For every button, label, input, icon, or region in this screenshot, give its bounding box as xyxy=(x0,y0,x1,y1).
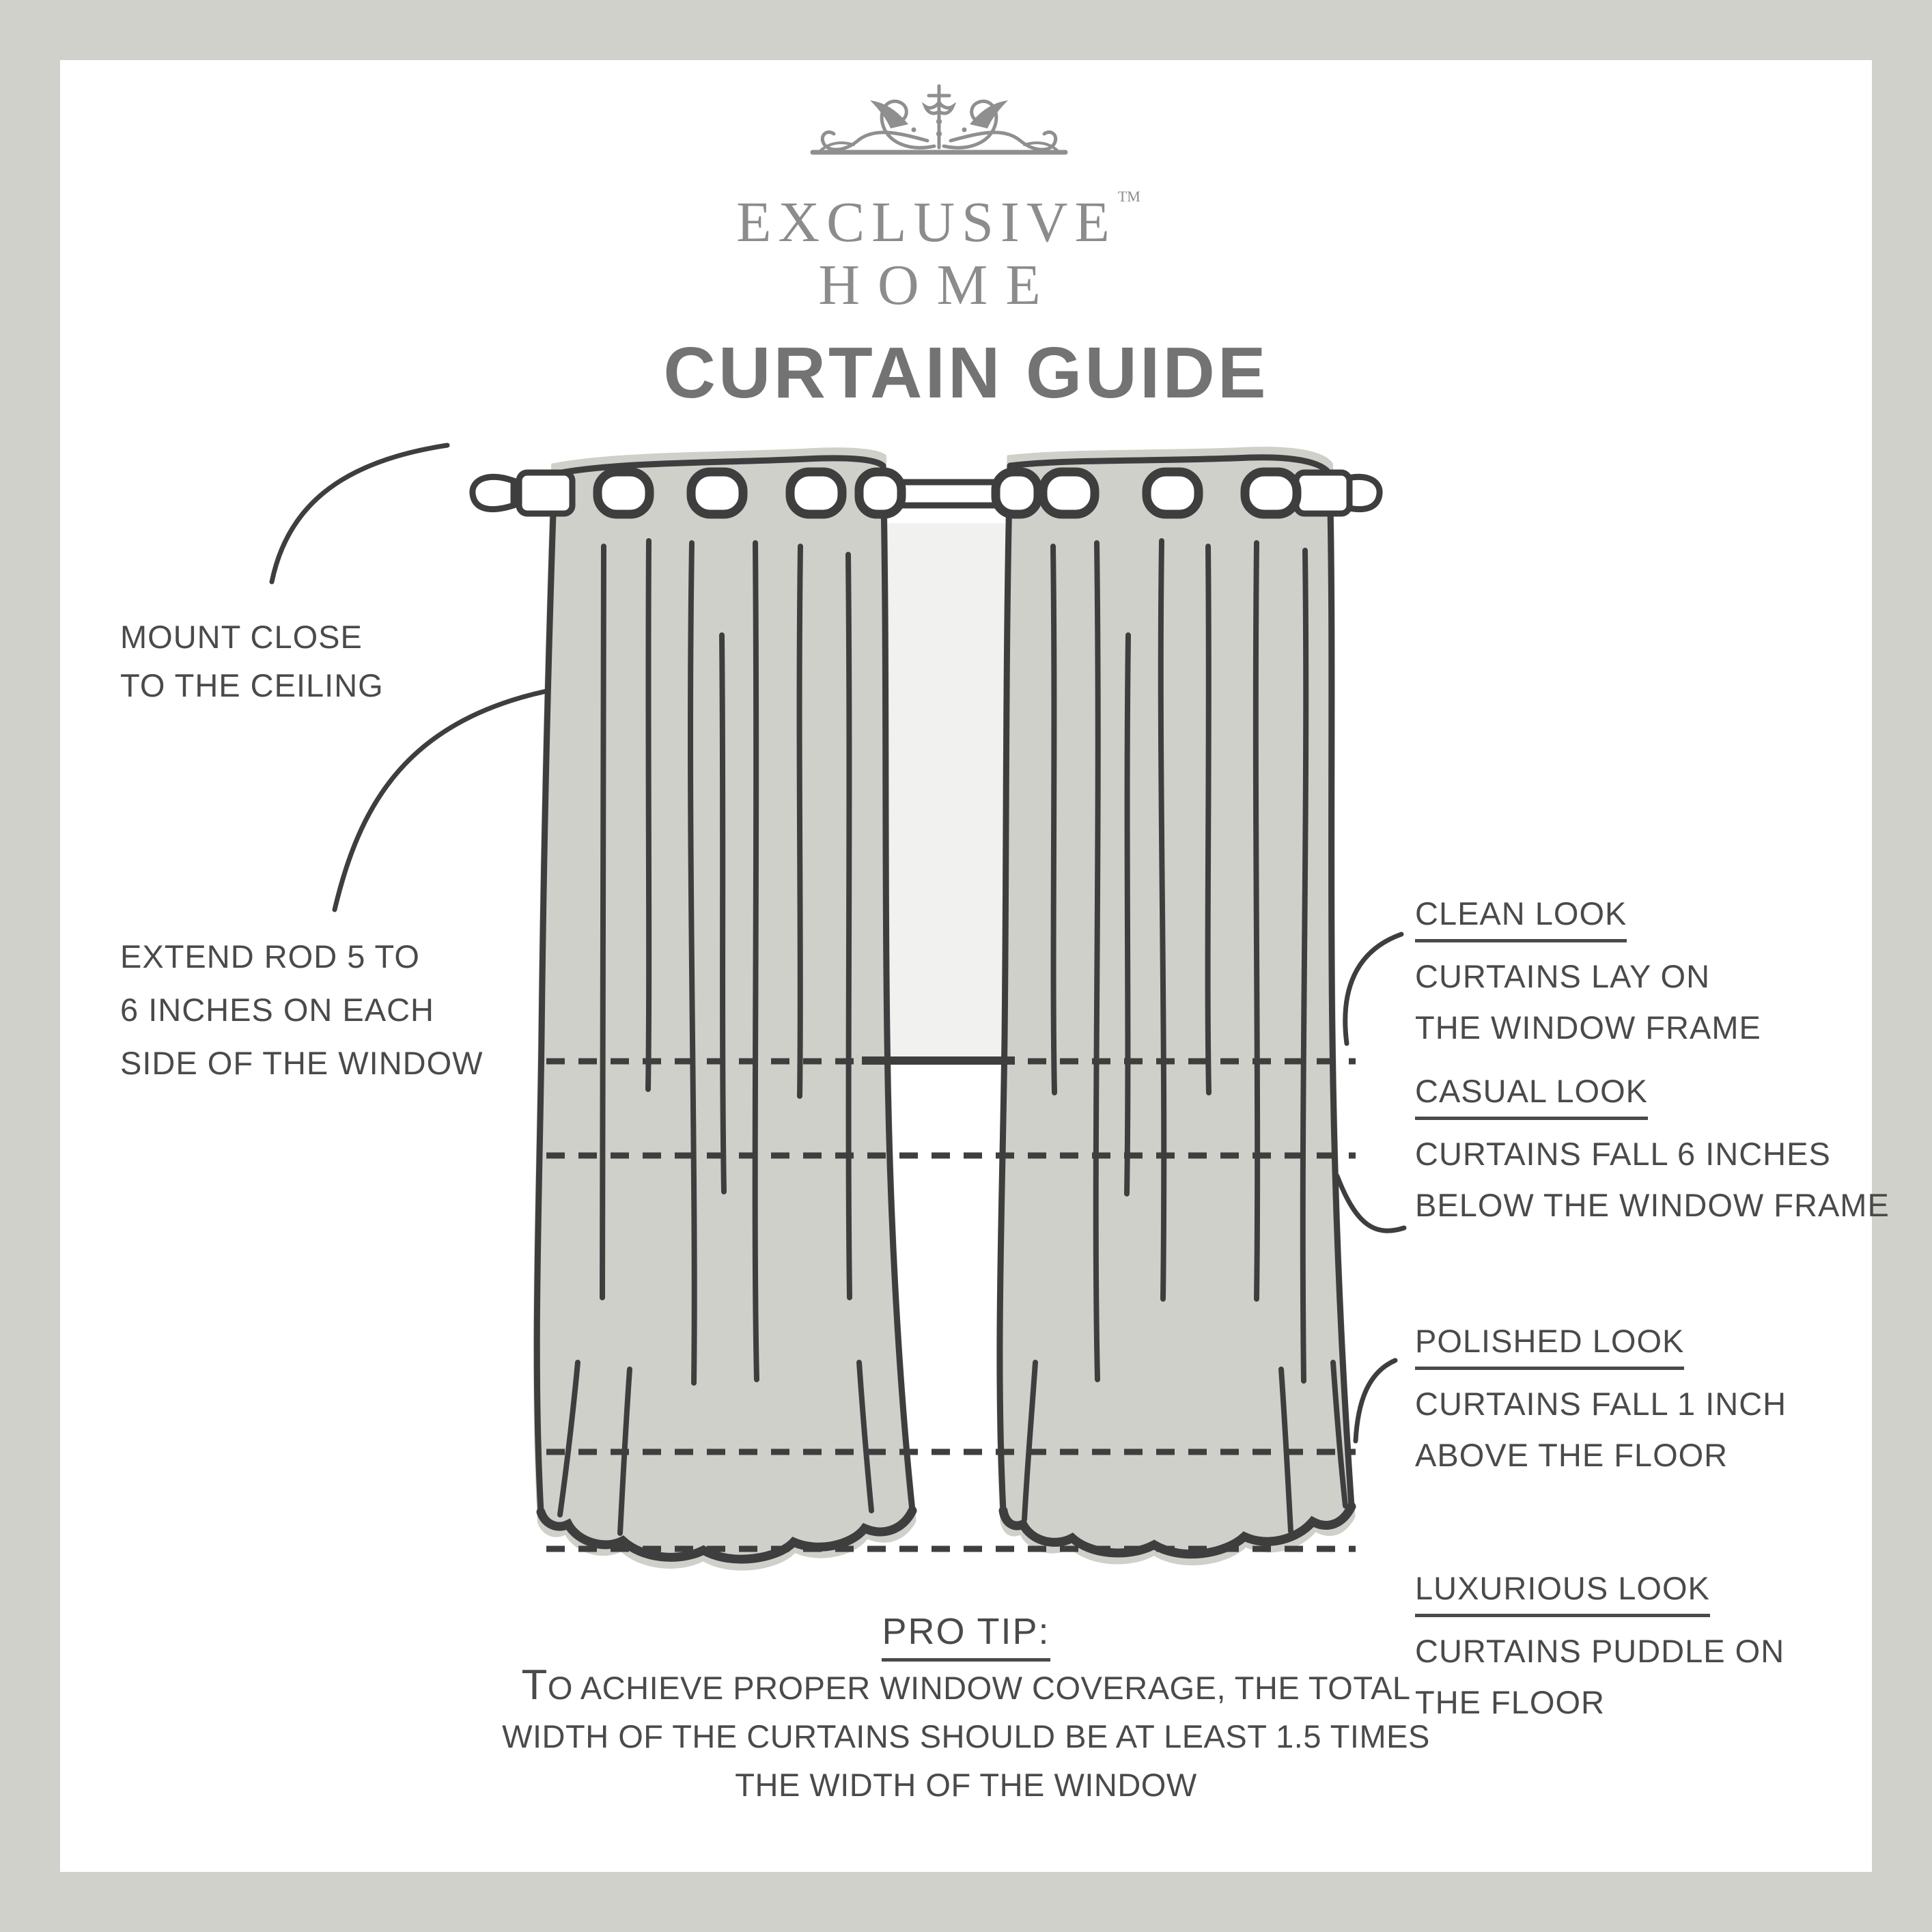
arc-clean-look xyxy=(1345,934,1401,1044)
pro-tip-heading-wrap xyxy=(0,1610,1932,1662)
page-title: CURTAIN GUIDE xyxy=(663,333,1269,413)
look-heading: CASUAL LOOK xyxy=(1415,1072,1648,1120)
annotation-line: ABOVE THE FLOOR xyxy=(1415,1437,1728,1473)
annotation-clean-look xyxy=(1415,888,1761,1053)
annotation-line: MOUNT CLOSE xyxy=(120,619,363,655)
arc-mount-close xyxy=(272,445,447,582)
annotation-line: EXTEND ROD 5 TO xyxy=(120,938,420,975)
annotation-line: THE WINDOW FRAME xyxy=(1415,1009,1761,1046)
brand-name-bottom: HOME xyxy=(818,253,1059,317)
annotation-line: CURTAINS FALL 1 INCH xyxy=(1415,1386,1787,1422)
annotation-casual-look xyxy=(1415,1065,1890,1231)
brand-name-top xyxy=(0,165,1877,254)
annotation-line: TO THE CEILING xyxy=(120,667,384,703)
pro-tip-body xyxy=(0,1661,1932,1809)
arc-extend-rod xyxy=(335,691,546,910)
pro-tip-heading: PRO TIP: xyxy=(882,1610,1050,1662)
annotation-line: CURTAINS FALL 6 INCHES xyxy=(1415,1136,1831,1172)
pro-tip-line: THE WIDTH OF THE WINDOW xyxy=(735,1767,1197,1803)
look-heading: CLEAN LOOK xyxy=(1415,895,1627,942)
right-curtain-panel xyxy=(996,447,1355,1565)
annotation-line: SIDE OF THE WINDOW xyxy=(120,1045,484,1081)
arc-polished-look xyxy=(1356,1360,1395,1441)
brand-logo xyxy=(0,165,1877,317)
arc-casual-look xyxy=(1337,1176,1404,1231)
brand-name-top-text: EXCLUSIVE xyxy=(736,191,1117,254)
annotation-line: 6 INCHES ON EACH xyxy=(120,992,434,1028)
annotation-line: CURTAINS PUDDLE ON xyxy=(1415,1633,1785,1669)
annotation-line: CURTAINS LAY ON xyxy=(1415,958,1711,994)
annotation-line: BELOW THE WINDOW FRAME xyxy=(1415,1187,1890,1223)
annotation-extend-rod xyxy=(120,930,484,1090)
scroll-flourish-icon xyxy=(813,86,1065,152)
look-heading: POLISHED LOOK xyxy=(1415,1322,1684,1370)
pro-tip-line: WIDTH OF THE CURTAINS SHOULD BE AT LEAST 1.5 TIMES xyxy=(502,1718,1430,1754)
pro-tip-line: TO ACHIEVE PROPER WINDOW COVERAGE, THE TOTAL xyxy=(521,1662,1411,1709)
trademark-symbol: TM xyxy=(1117,188,1140,205)
annotation-polished-look xyxy=(1415,1315,1787,1481)
annotation-line: THE FLOOR xyxy=(1415,1684,1605,1720)
left-curtain-panel xyxy=(533,447,916,1570)
left-finial-icon xyxy=(473,477,514,509)
annotation-mount-close xyxy=(120,613,384,710)
look-heading: LUXURIOUS LOOK xyxy=(1415,1569,1710,1617)
